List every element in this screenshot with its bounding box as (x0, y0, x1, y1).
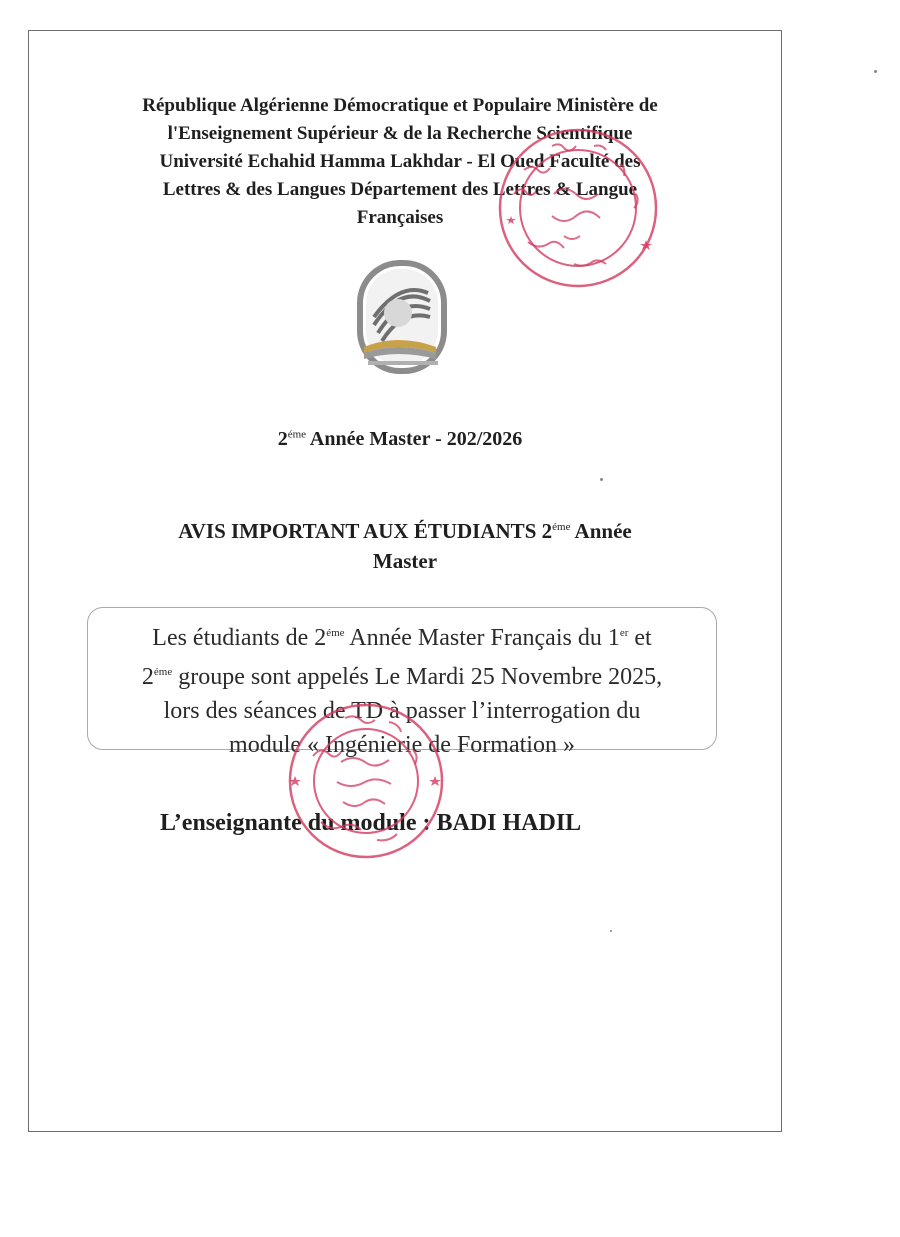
header-line-1: République Algérienne Démocratique et Populaire Ministère de (142, 95, 658, 116)
header-line-3: Université Echahid Hamma Lakhdar - El Oued Faculté des (159, 151, 641, 172)
notice-sup-1: éme (326, 627, 345, 639)
notice-part-4: 2 (141, 664, 154, 690)
header-line-5: Françaises (356, 207, 444, 228)
notice-part-3: et (634, 625, 652, 651)
department-stamp-top (494, 124, 662, 292)
notice-title-suffix: éme (552, 521, 571, 533)
academic-year (0, 428, 800, 451)
department-stamp-bottom (285, 700, 447, 862)
scan-speck (874, 70, 877, 73)
notice-sup-4: éme (153, 666, 173, 678)
university-logo (338, 255, 460, 377)
notice-title-master: Master (372, 549, 438, 573)
notice-part-6: lors des séances de TD à passer l’interrogation du (163, 698, 641, 724)
notice-title-annee: Année (574, 519, 632, 543)
header-line-2: l'Enseignement Supérieur & de la Recherche Scientifique (167, 123, 633, 144)
scan-speck (600, 478, 603, 481)
year-text: Année Master - 202/2026 (309, 428, 523, 450)
year-ordinal: 2 (277, 428, 288, 450)
scan-speck (610, 930, 612, 932)
notice-part-1: Les étudiants de 2 (152, 625, 327, 651)
notice-part-2: Année Master Français du 1 (349, 625, 620, 651)
notice-title (110, 512, 700, 576)
notice-sup-2: er (619, 627, 629, 639)
notice-part-5: groupe sont appelés Le Mardi 25 Novembre 2025, (178, 664, 663, 690)
notice-part-7: module « Ingénierie de Formation » (229, 732, 575, 758)
year-ordinal-suffix: éme (287, 428, 307, 441)
header-line-4: Lettres & des Langues Département des Lettres & Langue (162, 179, 638, 200)
teacher-signature: L’enseignante du module : BADI HADIL (160, 810, 582, 836)
notice-title-text: AVIS IMPORTANT AUX ÉTUDIANTS 2 (178, 519, 553, 543)
